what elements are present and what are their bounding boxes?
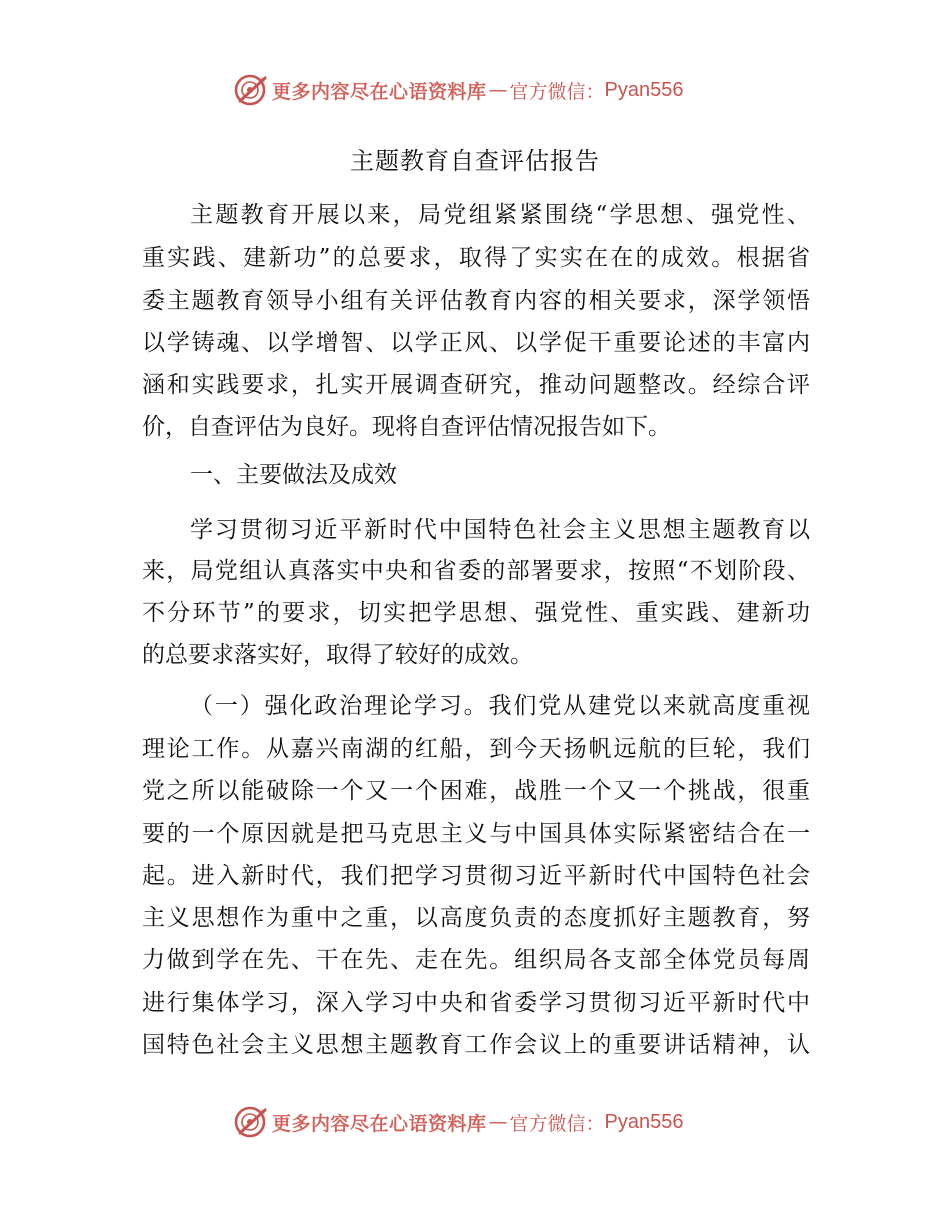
body-line: 的总要求落实好，取得了较好的成效。 [142, 642, 533, 668]
watermark-wechat-id: Pyan556 [604, 1110, 684, 1133]
watermark-wechat-label: 官方微信： [509, 80, 605, 103]
body-line: 不分环节”的要求，切实把学思想、强党性、重实践、建新功 [142, 600, 810, 626]
watermark-banner-top [234, 73, 684, 107]
body-line: 主题教育开展以来，局党组紧紧围绕“学思想、强党性、 [190, 202, 810, 228]
body-line: 价，自查评估为良好。现将自查评估情况报告如下。 [142, 414, 671, 440]
watermark-text: 更多内容尽在心语资料库 [272, 1112, 487, 1135]
watermark-wechat-label: 官方微信： [509, 1112, 605, 1135]
watermark-banner-bottom [234, 1105, 684, 1139]
body-line: 来，局党组认真落实中央和省委的部署要求，按照“不划阶段、 [142, 558, 810, 584]
logo-pen-icon [234, 1105, 268, 1139]
body-line: 理论工作。从嘉兴南湖的红船，到今天扬帆远航的巨轮，我们 [142, 736, 810, 762]
body-line: 涵和实践要求，扎实开展调查研究，推动问题整改。经综合评 [142, 372, 810, 398]
body-line: 进行集体学习，深入学习中央和省委学习贯彻习近平新时代中 [142, 990, 810, 1016]
watermark-separator: — [488, 79, 508, 101]
watermark-separator: — [488, 1111, 508, 1133]
watermark-text: 更多内容尽在心语资料库 [272, 80, 487, 103]
body-line: 国特色社会主义思想主题教育工作会议上的重要讲话精神，认 [142, 1032, 810, 1058]
body-line: 起。进入新时代，我们把学习贯彻习近平新时代中国特色社会 [142, 863, 810, 889]
body-line: 以学铸魂、以学增智、以学正风、以学促干重要论述的丰富内 [142, 330, 810, 356]
body-line: 要的一个原因就是把马克思主义与中国具体实际紧密结合在一 [142, 821, 810, 847]
logo-pen-icon [234, 73, 268, 107]
body-line: 党之所以能破除一个又一个困难，战胜一个又一个挑战，很重 [142, 778, 810, 804]
document-title: 主题教育自查评估报告 [350, 147, 600, 175]
body-line: 学习贯彻习近平新时代中国特色社会主义思想主题教育以 [190, 517, 810, 543]
watermark-wechat-id: Pyan556 [604, 78, 684, 101]
subsection-line: （一）强化政治理论学习。我们党从建党以来就高度重视 [190, 693, 810, 719]
section-heading: 一、主要做法及成效 [190, 462, 397, 488]
body-line: 委主题教育领导小组有关评估教育内容的相关要求，深学领悟 [142, 288, 810, 314]
body-line: 重实践、建新功”的总要求，取得了实实在在的成效。根据省 [142, 245, 810, 271]
body-line: 力做到学在先、干在先、走在先。组织局各支部全体党员每周 [142, 947, 810, 973]
body-line: 主义思想作为重中之重，以高度负责的态度抓好主题教育，努 [142, 905, 810, 931]
